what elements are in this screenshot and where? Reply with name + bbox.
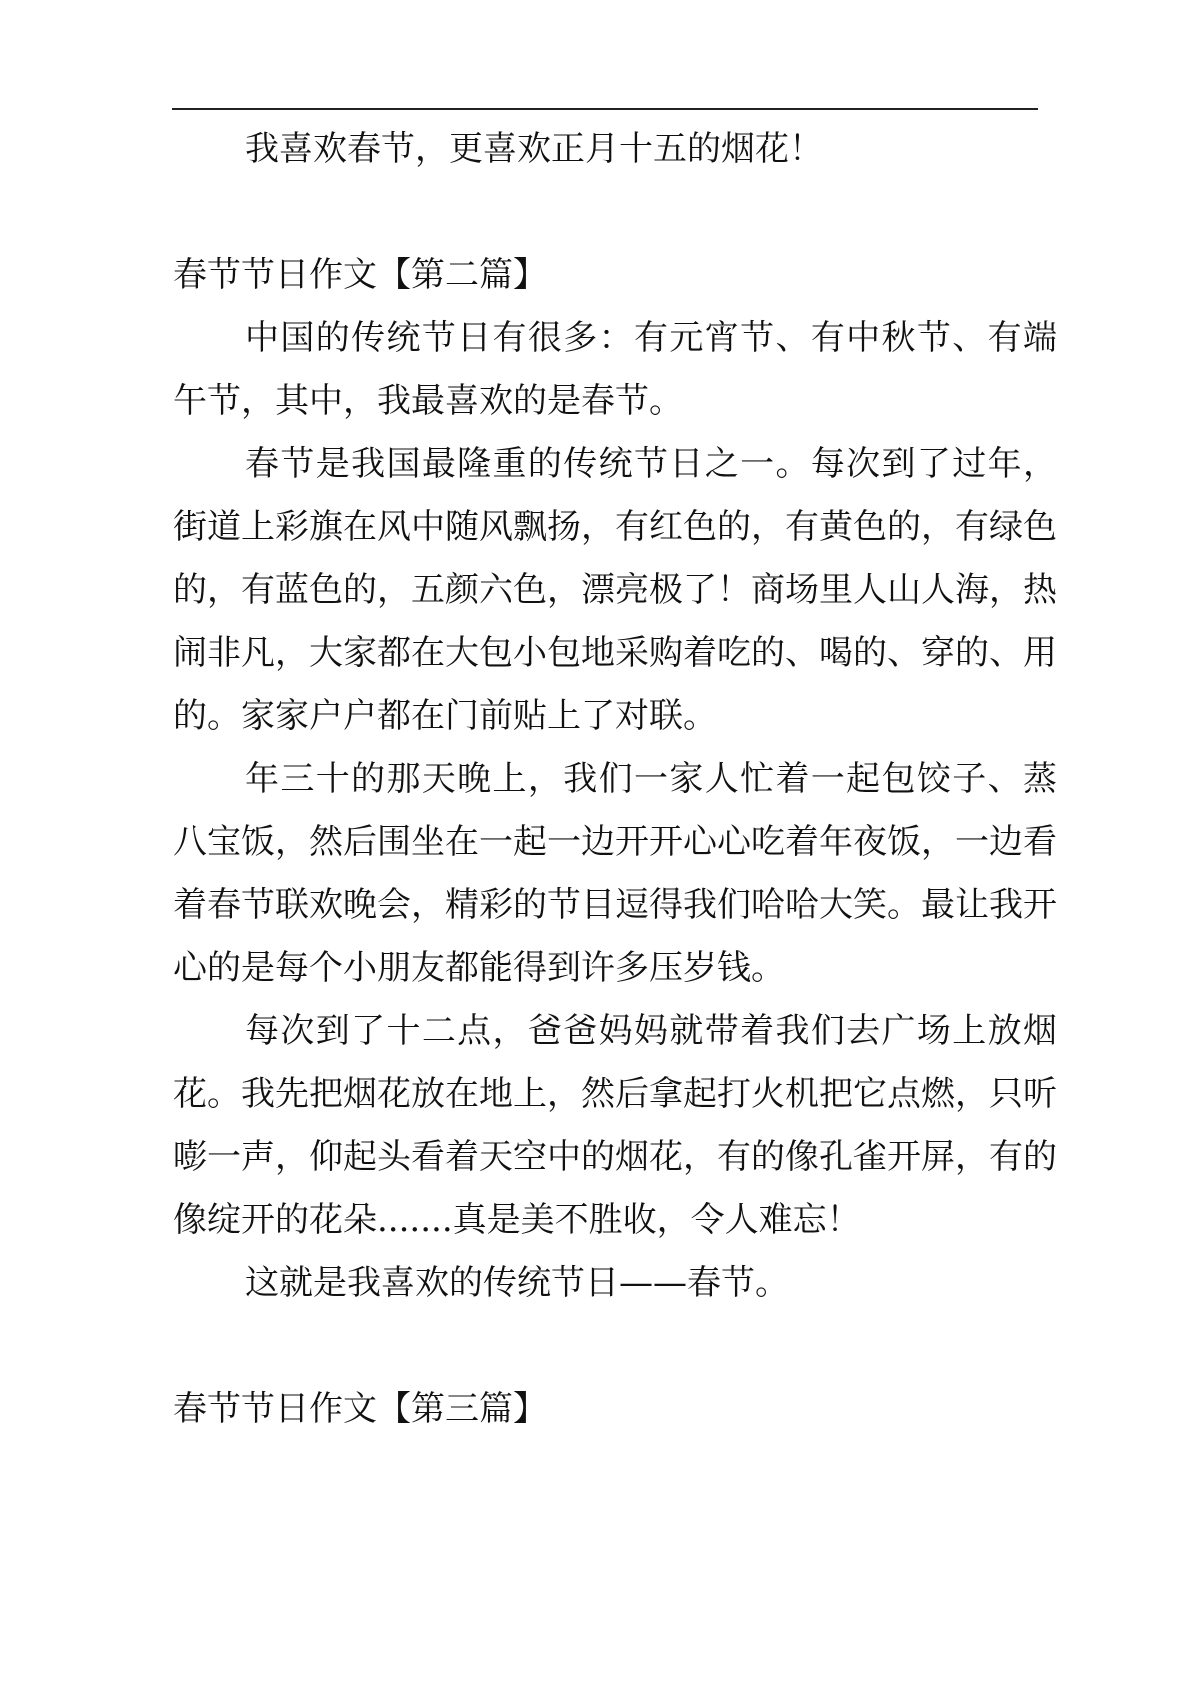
paragraph: 这就是我喜欢的传统节日——春节。 <box>245 1263 789 1303</box>
section-gap <box>173 1315 1073 1378</box>
header-rule <box>172 108 1038 110</box>
section-heading-2: 春节节日作文【第二篇】 <box>173 255 547 295</box>
paragraph: 中国的传统节日有很多：有元宵节、有中秋节、有端午节，其中，我最喜欢的是春节。 <box>173 318 1057 421</box>
section-gap <box>173 181 1073 244</box>
section-heading-3: 春节节日作文【第三篇】 <box>173 1389 547 1429</box>
paragraph: 春节是我国最隆重的传统节日之一。每次到了过年，街道上彩旗在风中随风飘扬，有红色的，有黄色的，有绿色的，有蓝色的，五颜六色，漂亮极了！商场里人山人海，热闹非凡，大家都在大包小包地采购着吃的、喝的、穿的、用的。家家户户都在门前贴上了对联。 <box>173 444 1057 736</box>
paragraph: 每次到了十二点，爸爸妈妈就带着我们去广场上放烟花。我先把烟花放在地上，然后拿起打火机把它点燃，只听嘭一声，仰起头看着天空中的烟花，有的像孔雀开屏，有的像绽开的花朵.......真是美不胜收，令人难忘！ <box>173 1011 1057 1240</box>
intro-paragraph: 我喜欢春节，更喜欢正月十五的烟花！ <box>245 129 823 169</box>
document-body <box>173 118 1073 1441</box>
paragraph: 年三十的那天晚上，我们一家人忙着一起包饺子、蒸八宝饭，然后围坐在一起一边开开心心吃着年夜饭，一边看着春节联欢晚会，精彩的节目逗得我们哈哈大笑。最让我开心的是每个小朋友都能得到许多压岁钱。 <box>173 759 1057 988</box>
